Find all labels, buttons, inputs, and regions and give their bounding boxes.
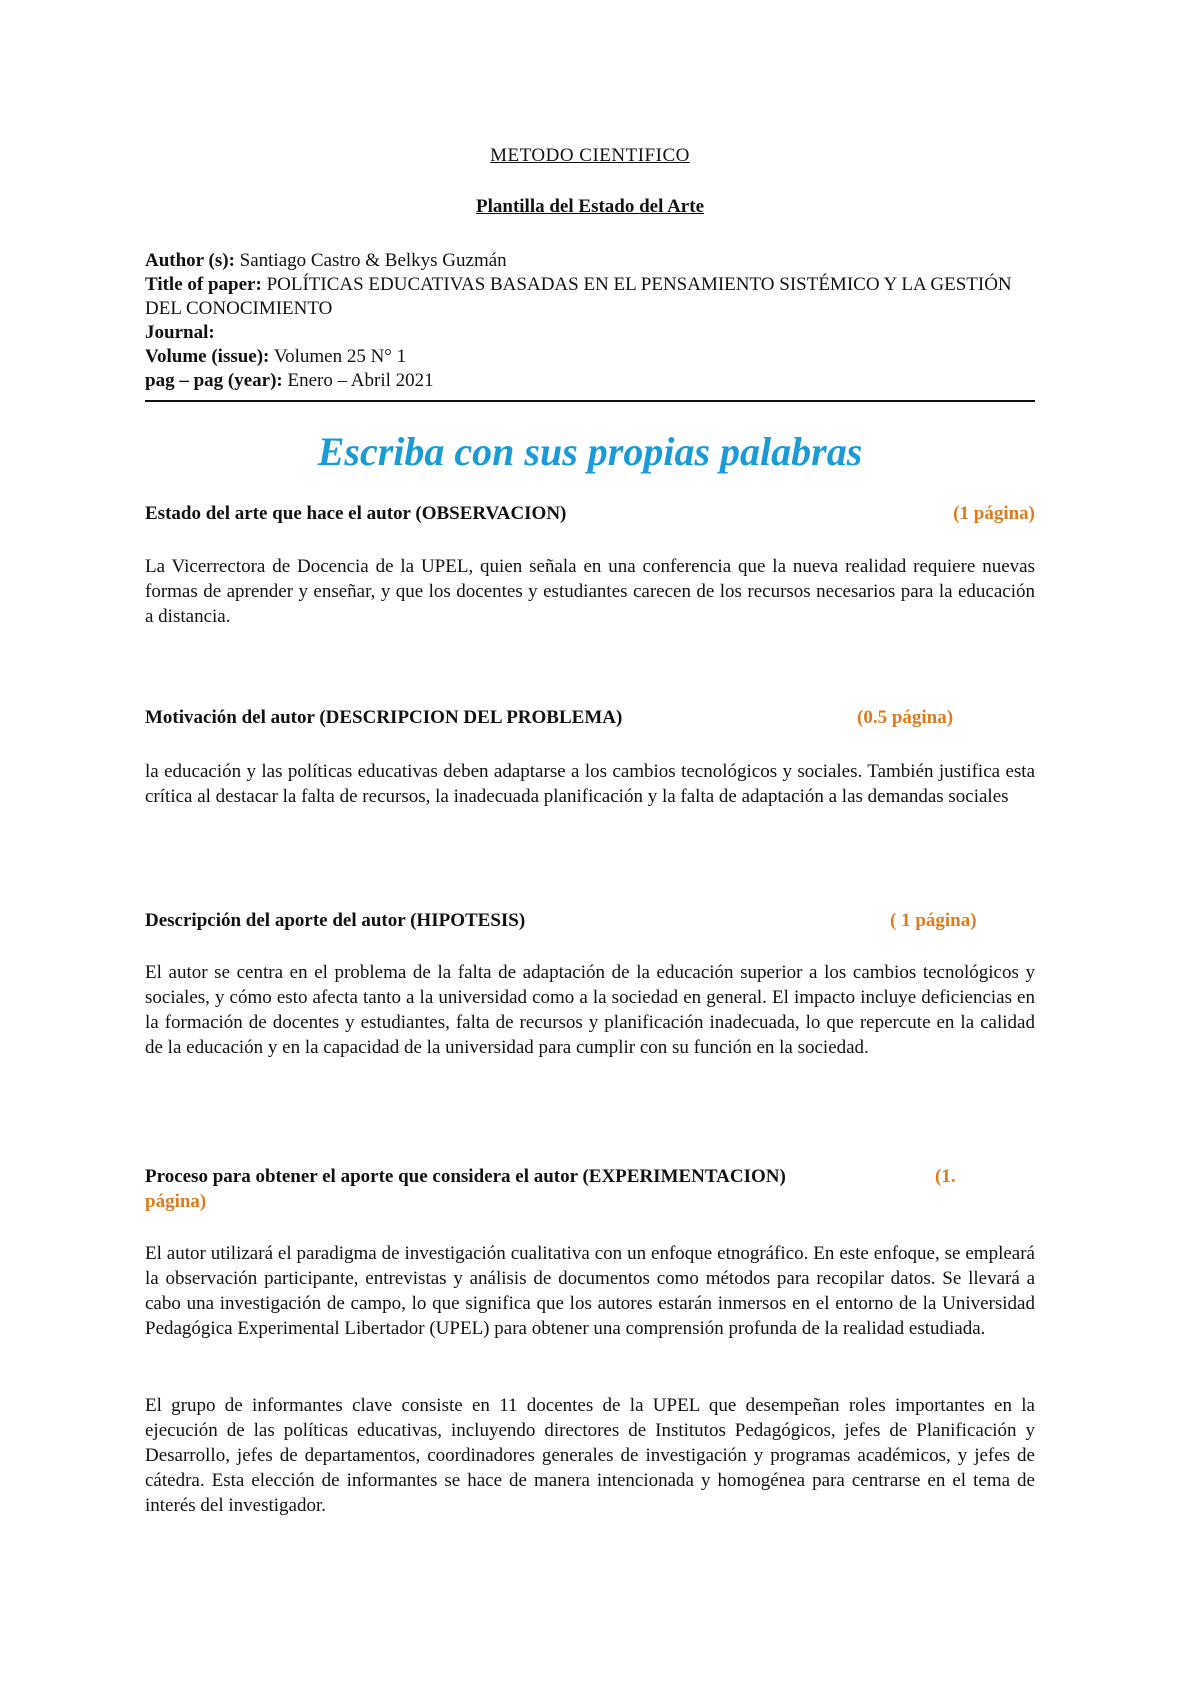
- section-text-problema: la educación y las políticas educativas deben adaptarse a los cambios tecnológicos y sociales. También justifica esta crítica al destacar la falta de recursos, la inadecuada planificación y la falta de adaptación a las demandas sociales: [145, 761, 1035, 807]
- section-heading-hipotesis: Descripción del aporte del autor (HIPOTESIS): [145, 910, 526, 931]
- paper-title-value: POLÍTICAS EDUCATIVAS BASADAS EN EL PENSAMIENTO SISTÉMICO Y LA GESTIÓN DEL CONOCIMIENTO: [145, 274, 1012, 319]
- volume-value: Volumen 25 N° 1: [273, 346, 407, 367]
- document-title: METODO CIENTIFICO: [490, 145, 690, 166]
- section-length-experimentacion-cont: página): [145, 1191, 207, 1212]
- section-length-experimentacion: (1.: [935, 1166, 956, 1187]
- journal-line: [145, 321, 1035, 345]
- paper-metadata: [145, 249, 1035, 393]
- paper-title-line: [145, 273, 1035, 321]
- author-value: Santiago Castro & Belkys Guzmán: [239, 250, 507, 271]
- pages-line: [145, 369, 1035, 393]
- volume-line: [145, 345, 1035, 369]
- section-heading-experimentacion: Proceso para obtener el aporte que considera el autor (EXPERIMENTACION): [145, 1166, 786, 1187]
- author-label: Author (s):: [145, 250, 235, 271]
- section-length-problema: (0.5 página): [857, 707, 954, 728]
- section-heading-problema: Motivación del autor (DESCRIPCION DEL PROBLEMA): [145, 707, 623, 728]
- metadata-divider: [145, 400, 1035, 402]
- pages-label: pag – pag (year):: [145, 370, 283, 391]
- section-heading-observacion: Estado del arte que hace el autor (OBSERVACION): [145, 503, 567, 524]
- pages-value: Enero – Abril 2021: [287, 370, 434, 391]
- volume-label: Volume (issue):: [145, 346, 270, 367]
- author-line: [145, 249, 1035, 273]
- section-text-observacion: La Vicerrectora de Docencia de la UPEL, quien señala en una conferencia que la nueva realidad requiere nuevas formas de aprender y enseñar, y que los docentes y estudiantes carecen de los recursos necesarios para la educación a distancia.: [145, 556, 1035, 627]
- document-subtitle: Plantilla del Estado del Arte: [476, 196, 704, 217]
- section-text-experimentacion-1: El autor utilizará el paradigma de investigación cualitativa con un enfoque etnográfico. En este enfoque, se empleará la observación participante, entrevistas y análisis de documentos como métodos para recopilar datos. Se llevará a cabo una investigación de campo, lo que significa que los autores estarán inmersos en el entorno de la Universidad Pedagógica Experimental Libertador (UPEL) para obtener una comprensión profunda de la realidad estudiada.: [145, 1243, 1035, 1339]
- journal-label: Journal:: [145, 322, 215, 343]
- instruction-banner: Escriba con sus propias palabras: [317, 429, 863, 474]
- section-text-experimentacion-2: El grupo de informantes clave consiste en 11 docentes de la UPEL que desempeñan roles importantes en la ejecución de las políticas educativas, incluyendo directores de Institutos Pedagógicos, jefes de Planificación y Desarrollo, jefes de departamentos, coordinadores generales de investigación y programas académicos, y jefes de cátedra. Esta elección de informantes se hace de manera intencionada y homogénea para centrarse en el tema de interés del investigador.: [145, 1395, 1035, 1516]
- section-text-hipotesis: El autor se centra en el problema de la falta de adaptación de la educación superior a los cambios tecnológicos y sociales, y cómo esto afecta tanto a la universidad como a la sociedad en general. El impacto incluye deficiencias en la formación de docentes y estudiantes, falta de recursos y planificación inadecuada, lo que repercute en la calidad de la educación y en la capacidad de la universidad para cumplir con su función en la sociedad.: [145, 962, 1035, 1058]
- section-length-observacion: (1 página): [953, 503, 1035, 524]
- paper-title-label: Title of paper:: [145, 274, 262, 295]
- section-length-hipotesis: ( 1 página): [890, 910, 977, 931]
